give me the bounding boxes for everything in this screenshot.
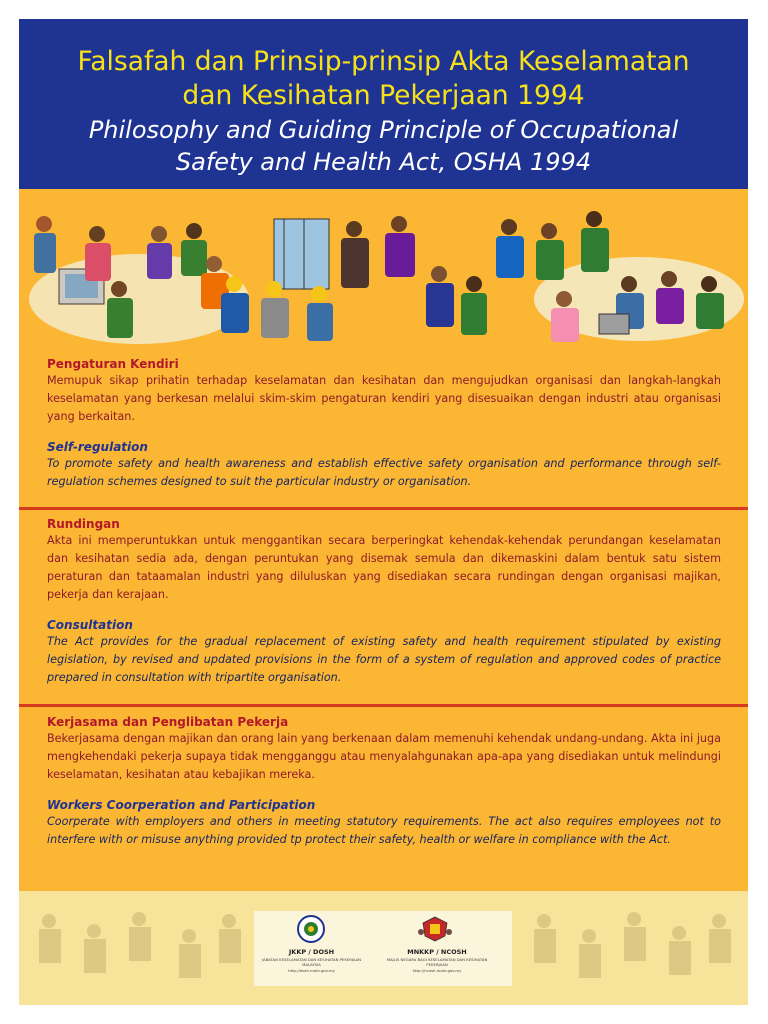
- title-english-line1: Philosophy and Guiding Principle of Occupational: [88, 116, 679, 144]
- ncosh-logo-url: http://ncosh.mohr.gov.my: [412, 968, 462, 973]
- section-workers-participation: [47, 714, 721, 849]
- dosh-logo-subtitle: JABATAN KESELAMATAN DAN KESIHATAN PEKERJAAN MALAYSIA: [261, 957, 362, 967]
- section-text-english: Coorperate with employers and others in meeting statutory requirements. The act also requires employees not to interfere with or misuse anything provided tp protect their safety, health or welfare in compliance with the Act.: [47, 815, 721, 846]
- workers-group-right: [496, 211, 744, 342]
- section-title-malay: Rundingan: [47, 517, 120, 531]
- poster-footer: [19, 891, 748, 1005]
- section-title-english: Consultation: [47, 618, 133, 632]
- workers-illustration: [19, 189, 748, 359]
- section-text-malay: Memupuk sikap prihatin terhadap keselamatan dan kesihatan dan mengujudkan organisasi dan langkah-langkah keselamatan yang berkesan melalui skim-skim pengaturan kendiri yang disesuaikan dengan industri atau organisasi yang berkaitan.: [47, 374, 721, 423]
- section-text-english: The Act provides for the gradual replacement of existing safety and health requirement stipulated by existing legislation, by revised and updated provisions in the form of a system of regulation and approved codes of practice prepared in consultation with tripartite organisation.: [47, 635, 721, 684]
- dosh-logo-label: JKKP / DOSH: [288, 948, 335, 956]
- section-divider: [19, 704, 748, 707]
- section-title-malay: Kerjasama dan Penglibatan Pekerja: [47, 715, 289, 729]
- section-title-english: Workers Coorperation and Participation: [47, 798, 316, 812]
- poster-header: [19, 19, 748, 189]
- title-english-line2: Safety and Health Act, OSHA 1994: [175, 148, 592, 176]
- section-title-english: Self-regulation: [47, 440, 148, 454]
- workers-group-center: [221, 216, 487, 341]
- section-self-regulation: [47, 356, 721, 491]
- title-malay-line1: Falsafah dan Prinsip-prinsip Akta Keselamatan: [77, 46, 690, 77]
- dosh-logo-url: http://dosh.mohr.gov.my: [288, 968, 335, 973]
- malaysia-crest-icon: [417, 914, 453, 944]
- footer-logos-panel: [254, 911, 512, 986]
- section-title-malay: Pengaturan Kendiri: [47, 357, 179, 371]
- workers-group-left: [29, 216, 249, 344]
- section-text-english: To promote safety and health awareness and establish effective safety organisation and performance through self-regulation schemes designed to suit the particular industry or organisation.: [47, 457, 721, 488]
- section-text-malay: Akta ini memperuntukkan untuk menggantikan secara berperingkat kehendak-kehendak perundangan keselamatan dan kesihatan sedia ada, dengan peruntukan yang disemak semula dan dikemaskini dalam bentuk satu sistem peraturan dan tataamalan industri yang diluluskan yang disediakan secara rundingan dengan organisasi majikan, pekerja dan kerajaan.: [47, 534, 721, 601]
- section-consultation: [47, 516, 721, 687]
- ncosh-logo-subtitle: MAJLIS NEGARA BAGI KESELAMATAN DAN KESIHATAN PEKERJAAN: [386, 957, 488, 967]
- section-text-malay: Bekerjasama dengan majikan dan orang lain yang berkenaan dalam memenuhi kehendak undang-undang. Akta ini juga mengkehendaki pekerja supaya tidak mengganggu atau menyalahgunakan apa-apa yang disediakan untuk melindungi keselamatan, kesihatan atau kebajikan mereka.: [47, 732, 721, 781]
- section-divider: [19, 507, 748, 510]
- title-malay-line2: dan Kesihatan Pekerjaan 1994: [182, 80, 585, 111]
- poster: [19, 19, 748, 1005]
- dosh-logo-icon: [296, 914, 326, 944]
- ncosh-logo-label: MNKKP / NCOSH: [407, 948, 467, 956]
